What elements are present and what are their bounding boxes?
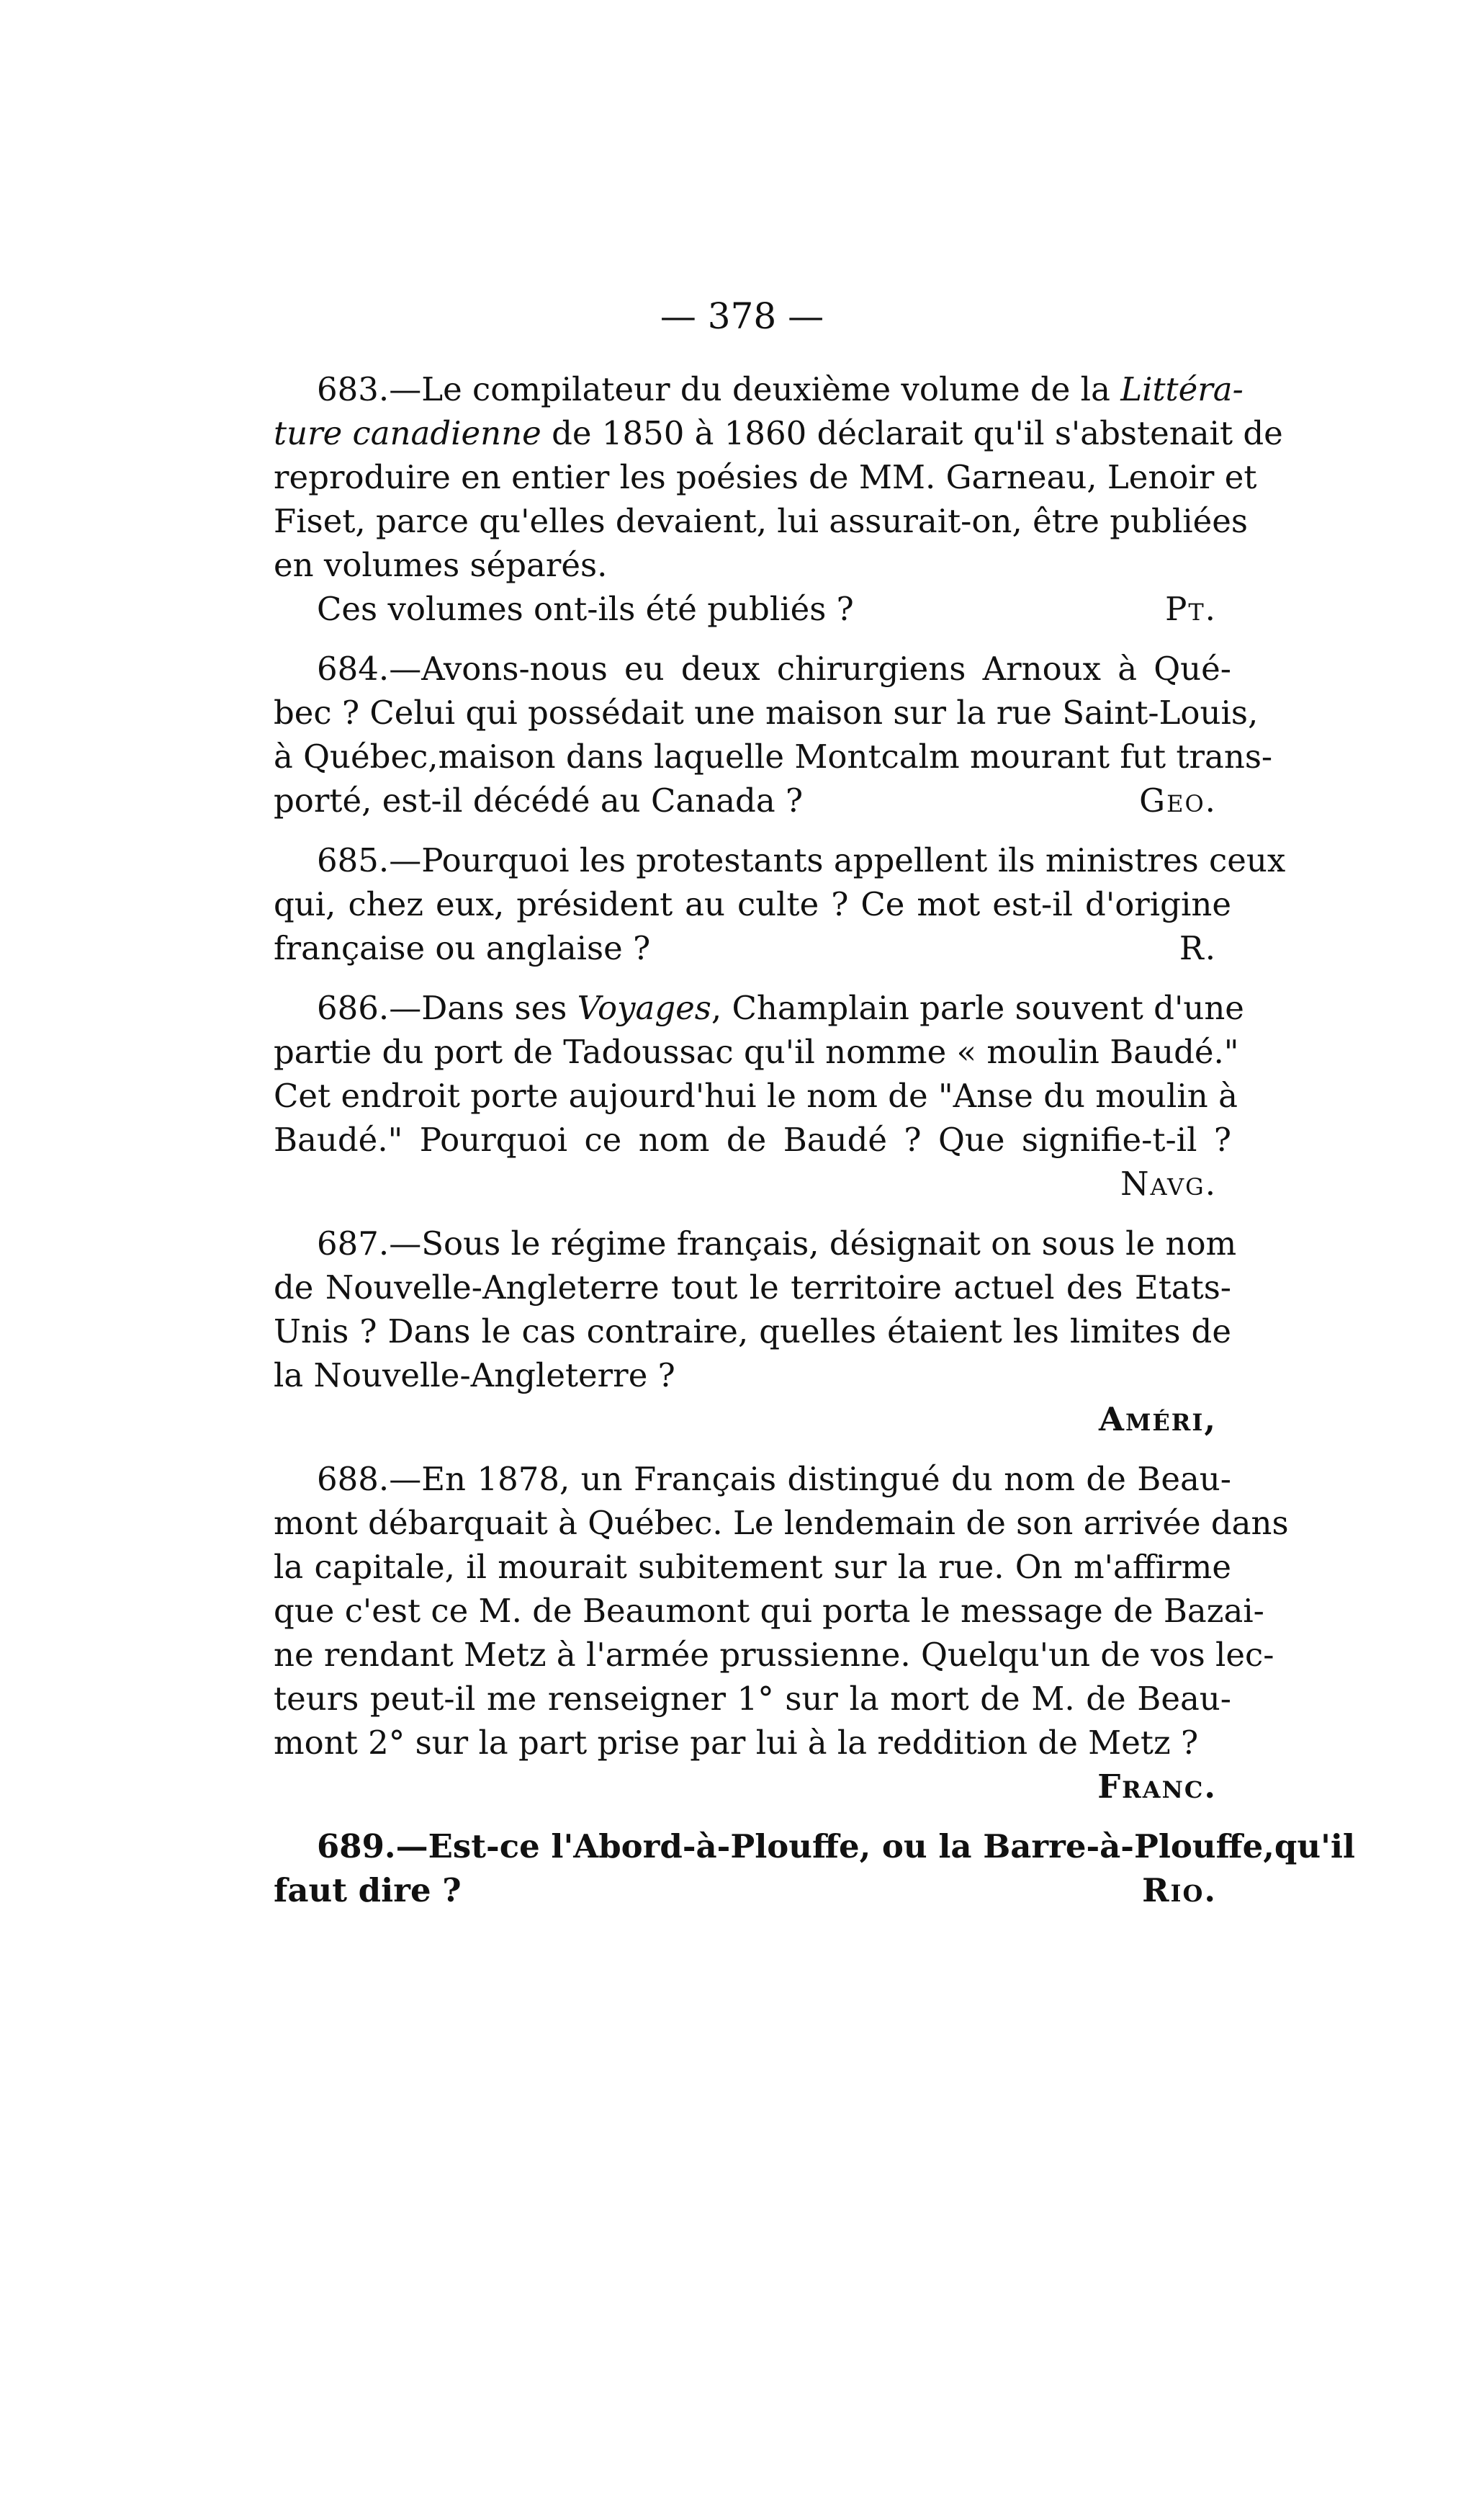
entry-line: [274, 1457, 1231, 1501]
entry-line: que c'est ce M. de Beaumont qui porta le message de Bazai-: [274, 1592, 1264, 1630]
entry-684: [274, 647, 1273, 823]
italic-run: ture canadienne: [274, 414, 541, 452]
entry-line: en volumes séparés.: [274, 546, 608, 584]
entry-line: [274, 986, 1244, 1030]
entry-line: Baudé." Pourquoi ce nom de Baudé ? Que signifie-t-il ?: [274, 1121, 1231, 1159]
entry-687: [274, 1222, 1237, 1441]
signature: Geo.: [1139, 781, 1217, 820]
entry-683: [274, 367, 1283, 631]
text-run: , Champlain parle souvent d'une: [711, 989, 1244, 1027]
entry-688: [274, 1457, 1289, 1809]
text-run: porté, est-il décédé au Canada ?: [274, 781, 804, 820]
text-run: —Sous le régime français, désignait on sous le nom: [389, 1224, 1237, 1263]
entry-line: [274, 647, 1231, 691]
entry-line: reproduire en entier les poésies de MM. Garneau, Lenoir et: [274, 458, 1257, 496]
signature: Pt.: [1165, 590, 1217, 628]
entry-line: ne rendant Metz à l'armée prussienne. Quelqu'un de vos lec-: [274, 1636, 1274, 1674]
signature: Rio.: [1142, 1871, 1217, 1909]
entry-line: [274, 779, 1231, 823]
entry-number: 687.: [317, 1224, 390, 1263]
signature-line: [274, 1397, 1231, 1441]
signature: Franc.: [1097, 1767, 1217, 1806]
entry-line: mont débarquait à Québec. Le lendemain de son arrivée dans: [274, 1504, 1289, 1542]
signature: R.: [1179, 929, 1217, 967]
entry-line: [274, 1222, 1237, 1265]
entry-line: teurs peut-il me renseigner 1° sur la mort de M. de Beau-: [274, 1680, 1231, 1718]
entry-line: [274, 367, 1244, 411]
entry-689: [274, 1824, 1356, 1912]
signature-line: [274, 1162, 1231, 1206]
entry-line: la Nouvelle-Angleterre ?: [274, 1356, 675, 1394]
entry-line: [274, 926, 1231, 970]
entry-line: de Nouvelle-Angleterre tout le territoire actuel des Etats-: [274, 1268, 1231, 1307]
entry-number: 685.: [317, 841, 390, 879]
page-number: — 378 —: [660, 295, 824, 337]
entry-686: [274, 986, 1244, 1206]
text-run: —Le compilateur du deuxième volume de la: [389, 370, 1121, 408]
entry-line: à Québec,maison dans laquelle Montcalm mourant fut trans-: [274, 738, 1273, 776]
entry-line: [274, 411, 1283, 455]
italic-run: Voyages: [577, 989, 711, 1027]
text-run: de 1850 à 1860 déclarait qu'il s'abstenait de: [541, 414, 1283, 452]
text-run: —Est-ce l'Abord-à-Plouffe, ou la Barre-à-Plouffe,qu'il: [395, 1827, 1356, 1865]
entry-line: partie du port de Tadoussac qu'il nomme « moulin Baudé.": [274, 1033, 1239, 1071]
entry-number: 684.: [317, 650, 390, 688]
entry-number: 686.: [317, 989, 390, 1027]
text-run: faut dire ?: [274, 1871, 462, 1909]
text-run: —Avons-nous eu deux chirurgiens Arnoux à Qué-: [389, 650, 1231, 688]
entry-line: [274, 1868, 1231, 1912]
entry-line: Fiset, parce qu'elles devaient, lui assurait-on, être publiées: [274, 502, 1248, 540]
entry-number: 683.: [317, 370, 390, 408]
text-run: —En 1878, un Français distingué du nom de Beau-: [389, 1460, 1231, 1498]
text-run: —Pourquoi les protestants appellent ils ministres ceux: [389, 841, 1286, 879]
text-run: Ces volumes ont-ils été publiés ?: [317, 590, 854, 628]
signature-line: [274, 1765, 1231, 1809]
entry-line: [274, 1824, 1356, 1868]
entry-line: mont 2° sur la part prise par lui à la reddition de Metz ?: [274, 1724, 1199, 1762]
text-run: —Dans ses: [389, 989, 577, 1027]
text-run: française ou anglaise ?: [274, 929, 651, 967]
entry-line: Unis ? Dans le cas contraire, quelles étaient les limites de: [274, 1312, 1231, 1350]
entry-line: Cet endroit porte aujourd'hui le nom de "Anse du moulin à: [274, 1077, 1238, 1115]
entry-line: [274, 587, 1231, 631]
entry-number: 689.: [317, 1827, 396, 1865]
signature: Améri,: [1099, 1400, 1217, 1438]
text-block: [274, 367, 1356, 1928]
entry-line: [274, 838, 1286, 882]
entry-line: la capitale, il mourait subitement sur la rue. On m'affirme: [274, 1548, 1231, 1586]
italic-run: Littéra-: [1120, 370, 1244, 408]
entry-number: 688.: [317, 1460, 390, 1498]
signature: Navg.: [1120, 1165, 1217, 1203]
entry-685: [274, 838, 1286, 970]
entry-line: bec ? Celui qui possédait une maison sur la rue Saint-Louis,: [274, 694, 1259, 732]
entry-line: qui, chez eux, président au culte ? Ce mot est-il d'origine: [274, 885, 1231, 923]
